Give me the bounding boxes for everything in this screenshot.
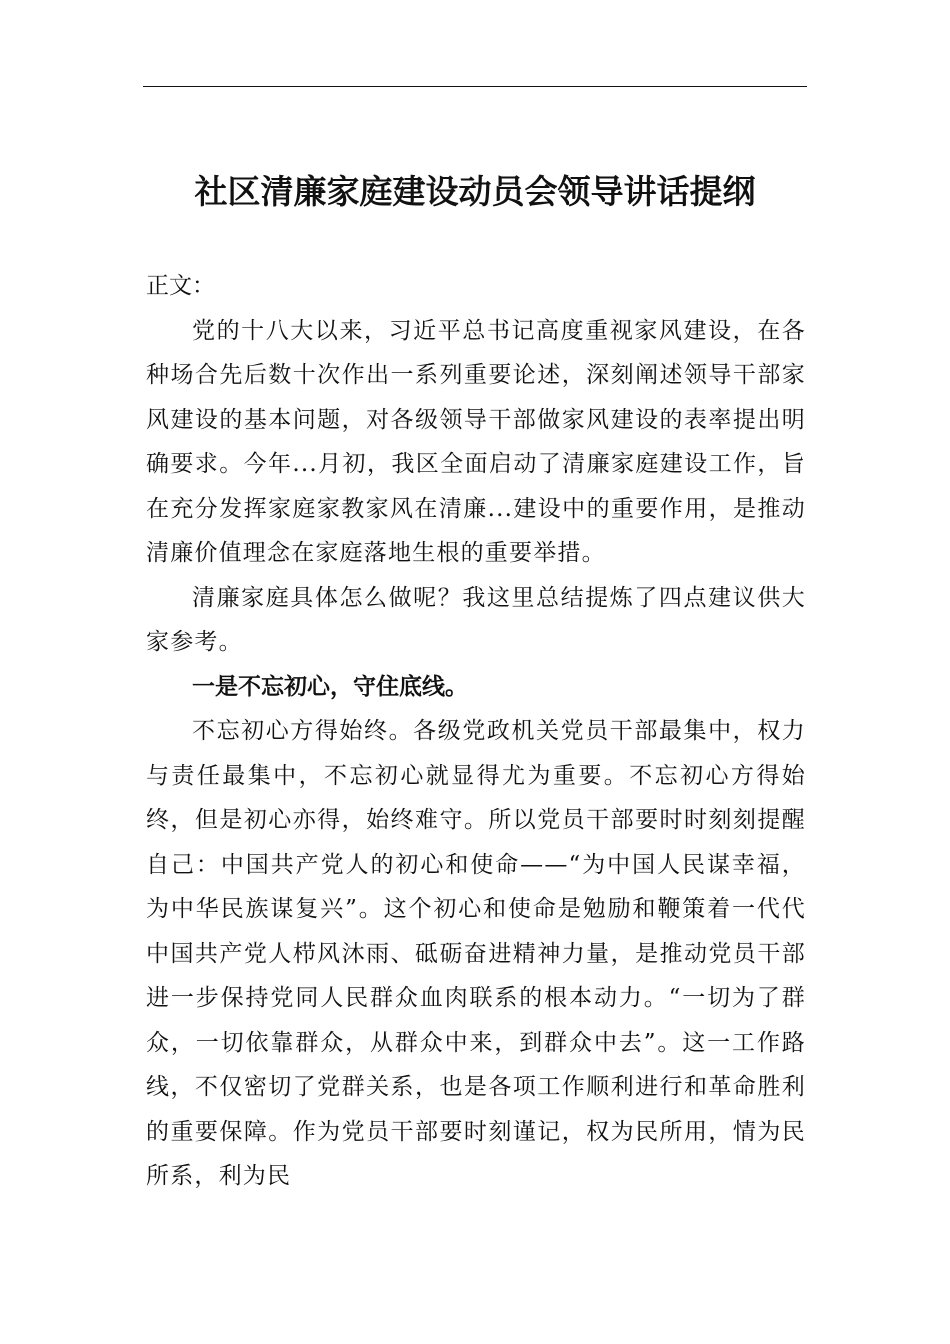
header-rule	[143, 86, 807, 87]
body-label: 正文：	[146, 273, 215, 299]
suggestion-paragraph: 清廉家庭具体怎么做呢？我这里总结提炼了四点建议供大家参考。	[146, 584, 806, 655]
intro-paragraph: 党的十八大以来，习近平总书记高度重视家风建设，在各种场合先后数十次作出一系列重要论述，深刻阐述领导干部家风建设的基本问题，对各级领导干部做家风建设的表率提出明确要求。今年...月初，我区全面启动了清廉家庭建设工作，旨在充分发挥家庭家教家风在清廉...建设中的重要作用，是推动清廉价值理念在家庭落地生根的重要举措。	[146, 317, 806, 566]
section-paragraph: 不忘初心方得始终。各级党政机关党员干部最集中，权力与责任最集中，不忘初心就显得尤为重要。不忘初心方得始终，但是初心亦得，始终难守。所以党员干部要时时刻刻提醒自己：中国共产党人的初心和使命——“为中国人民谋幸福，为中华民族谋复兴”。这个初心和使命是勉励和鞭策着一代代中国共产党人栉风沐雨、砥砺奋进精神力量，是推动党员干部进一步保持党同人民群众血肉联系的根本动力。“一切为了群众，一切依靠群众，从群众中来，到群众中去”。这一工作路线，不仅密切了党群关系，也是各项工作顺利进行和革命胜利的重要保障。作为党员干部要时刻谨记，权为民所用，情为民所系，利为民	[146, 718, 806, 1189]
document-body	[146, 264, 806, 1199]
document-title: 社区清廉家庭建设动员会领导讲话提纲	[194, 172, 756, 211]
section-heading: 一是不忘初心，守住底线。	[192, 673, 468, 700]
